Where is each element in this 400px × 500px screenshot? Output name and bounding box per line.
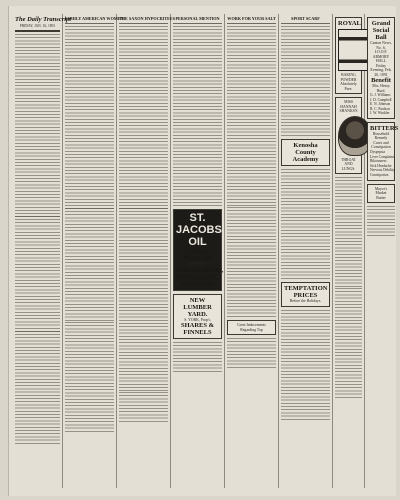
- article-text: [65, 211, 114, 321]
- list-item: B. C. Paulson: [370, 106, 390, 111]
- ad-title: MISS HANNAH SHANKS'S: [339, 100, 358, 113]
- article-text: [281, 26, 330, 136]
- ad-title: BITTERS: [370, 124, 399, 132]
- kenosha-academy-ad: [281, 139, 330, 166]
- list-item: Constipation: [370, 172, 389, 177]
- ad-line: THROAT AND LUNGS.: [341, 157, 356, 171]
- column-heading: THE SAXON HYPOCRITEES: [119, 16, 176, 21]
- list-item: J. D. Campbell: [370, 97, 392, 102]
- article-text: [335, 288, 362, 398]
- market-ad: [367, 184, 395, 204]
- ad-line: Benefit: [371, 77, 391, 84]
- ad-line: Canton News, No. 6,: [370, 41, 392, 50]
- article-text: [227, 338, 276, 368]
- ad-line: Butter: [376, 195, 386, 200]
- temptation-prices-ad: [281, 282, 330, 307]
- article-text: [173, 342, 222, 372]
- column-heading: FAMILY AMERICAN WOMEN: [65, 16, 124, 21]
- ad-line: BAKING: [341, 73, 356, 77]
- portrait-ad: [335, 97, 362, 174]
- divider: [119, 208, 168, 209]
- ad-title: ST. JACOBS OIL: [176, 212, 222, 248]
- article-text: [15, 34, 60, 214]
- dateline: FRIDAY, JAN. 16, 1891: [19, 24, 56, 28]
- column-3: [117, 14, 176, 488]
- ad-line: FOR PAIN: [189, 262, 206, 266]
- article-text: [119, 392, 168, 422]
- stjacobs-oil-ad: [173, 209, 222, 291]
- ad-line: S. YORK, Prop'r,: [184, 317, 211, 322]
- column-7: [333, 14, 365, 488]
- list-item: Liver Complaint: [370, 154, 394, 159]
- divider: [119, 23, 168, 24]
- article-text: [227, 26, 276, 206]
- divider: [65, 23, 114, 24]
- ad-line: Great Inducements Regarding Top: [237, 323, 266, 332]
- article-text: [65, 322, 114, 432]
- article-text: [119, 26, 168, 206]
- ad-line: SCIATICA,: [181, 280, 214, 288]
- divider: [65, 208, 114, 209]
- grand-social-ball-ad: [367, 17, 395, 119]
- column-5: [225, 14, 279, 488]
- ad-title: Grand Social Ball: [371, 20, 391, 41]
- ad-title: TEMPTATION PRICES: [284, 285, 328, 299]
- article-text: [335, 177, 362, 287]
- ad-line: Friday Evening, Feb. 20, 1891: [370, 63, 392, 77]
- column-1: [13, 14, 72, 488]
- ad-title: ROYAL: [338, 20, 361, 27]
- divider: [15, 30, 60, 32]
- column-6: [279, 14, 333, 488]
- article-text: [367, 206, 395, 236]
- ad-title: Kenosha County Academy: [292, 142, 319, 163]
- ad-subtitle: GREAT REMEDY: [183, 248, 212, 262]
- ad-title: NEW LUMBER YARD.: [183, 296, 212, 318]
- column-heading: SPORT SCARF: [291, 16, 320, 21]
- ad-line: Before the Holidays.: [289, 299, 322, 303]
- article-text: [227, 207, 276, 317]
- ad-line: Absolutely Pure.: [340, 82, 357, 91]
- list-item: E. N. Johnson: [370, 102, 391, 107]
- divider: [173, 23, 222, 24]
- ad-line: ARMORY HALL: [372, 54, 390, 63]
- article-text: [15, 219, 60, 329]
- list-item: Biliousness: [370, 159, 387, 164]
- divider: [15, 331, 60, 332]
- ad-line: SHARES & FINNELS: [180, 322, 215, 336]
- article-text: [281, 169, 330, 279]
- royal-baking-powder-ad: [335, 17, 362, 94]
- divider: [281, 23, 330, 24]
- list-item: J. W. Winkler: [370, 111, 390, 116]
- list-item: Nervous Debility: [370, 168, 395, 173]
- list-item: Sick Headache: [370, 163, 392, 168]
- ad-title: Mayor's Market: [374, 186, 388, 196]
- article-text: [15, 334, 60, 444]
- column-heading: PERSONAL MENTION: [175, 16, 220, 21]
- column-2: [63, 14, 124, 488]
- list-item: G. J. Williams: [370, 93, 391, 97]
- bitters-ad: [367, 122, 399, 181]
- ad-line: Cures and Constipation: [371, 140, 391, 150]
- article-text: [119, 211, 168, 391]
- paper-sheet: [8, 6, 399, 496]
- article-text: [173, 26, 222, 206]
- ad-line: NEURALGIA,: [176, 273, 219, 281]
- divider: [227, 23, 276, 24]
- ad-line: POWDER: [340, 77, 357, 82]
- list-item: Dyspepsia: [370, 149, 385, 154]
- article-text: [281, 310, 330, 420]
- inducements-ad: [227, 320, 276, 335]
- column-4: [171, 14, 225, 488]
- lumber-yard-ad: [173, 294, 222, 340]
- column-8: [365, 14, 397, 488]
- ad-line: Mrs. Henry Hurd.: [372, 84, 390, 93]
- column-heading: WORK FOR YOUR SALT: [227, 16, 276, 21]
- article-text: [65, 26, 114, 206]
- ad-line: RHEUMATISM,: [176, 266, 224, 274]
- masthead: The Daily Transcript: [15, 16, 72, 23]
- ad-line: Household Remedy: [372, 131, 390, 141]
- ad-line: I.O.O.F.: [374, 50, 388, 54]
- divider: [15, 216, 60, 217]
